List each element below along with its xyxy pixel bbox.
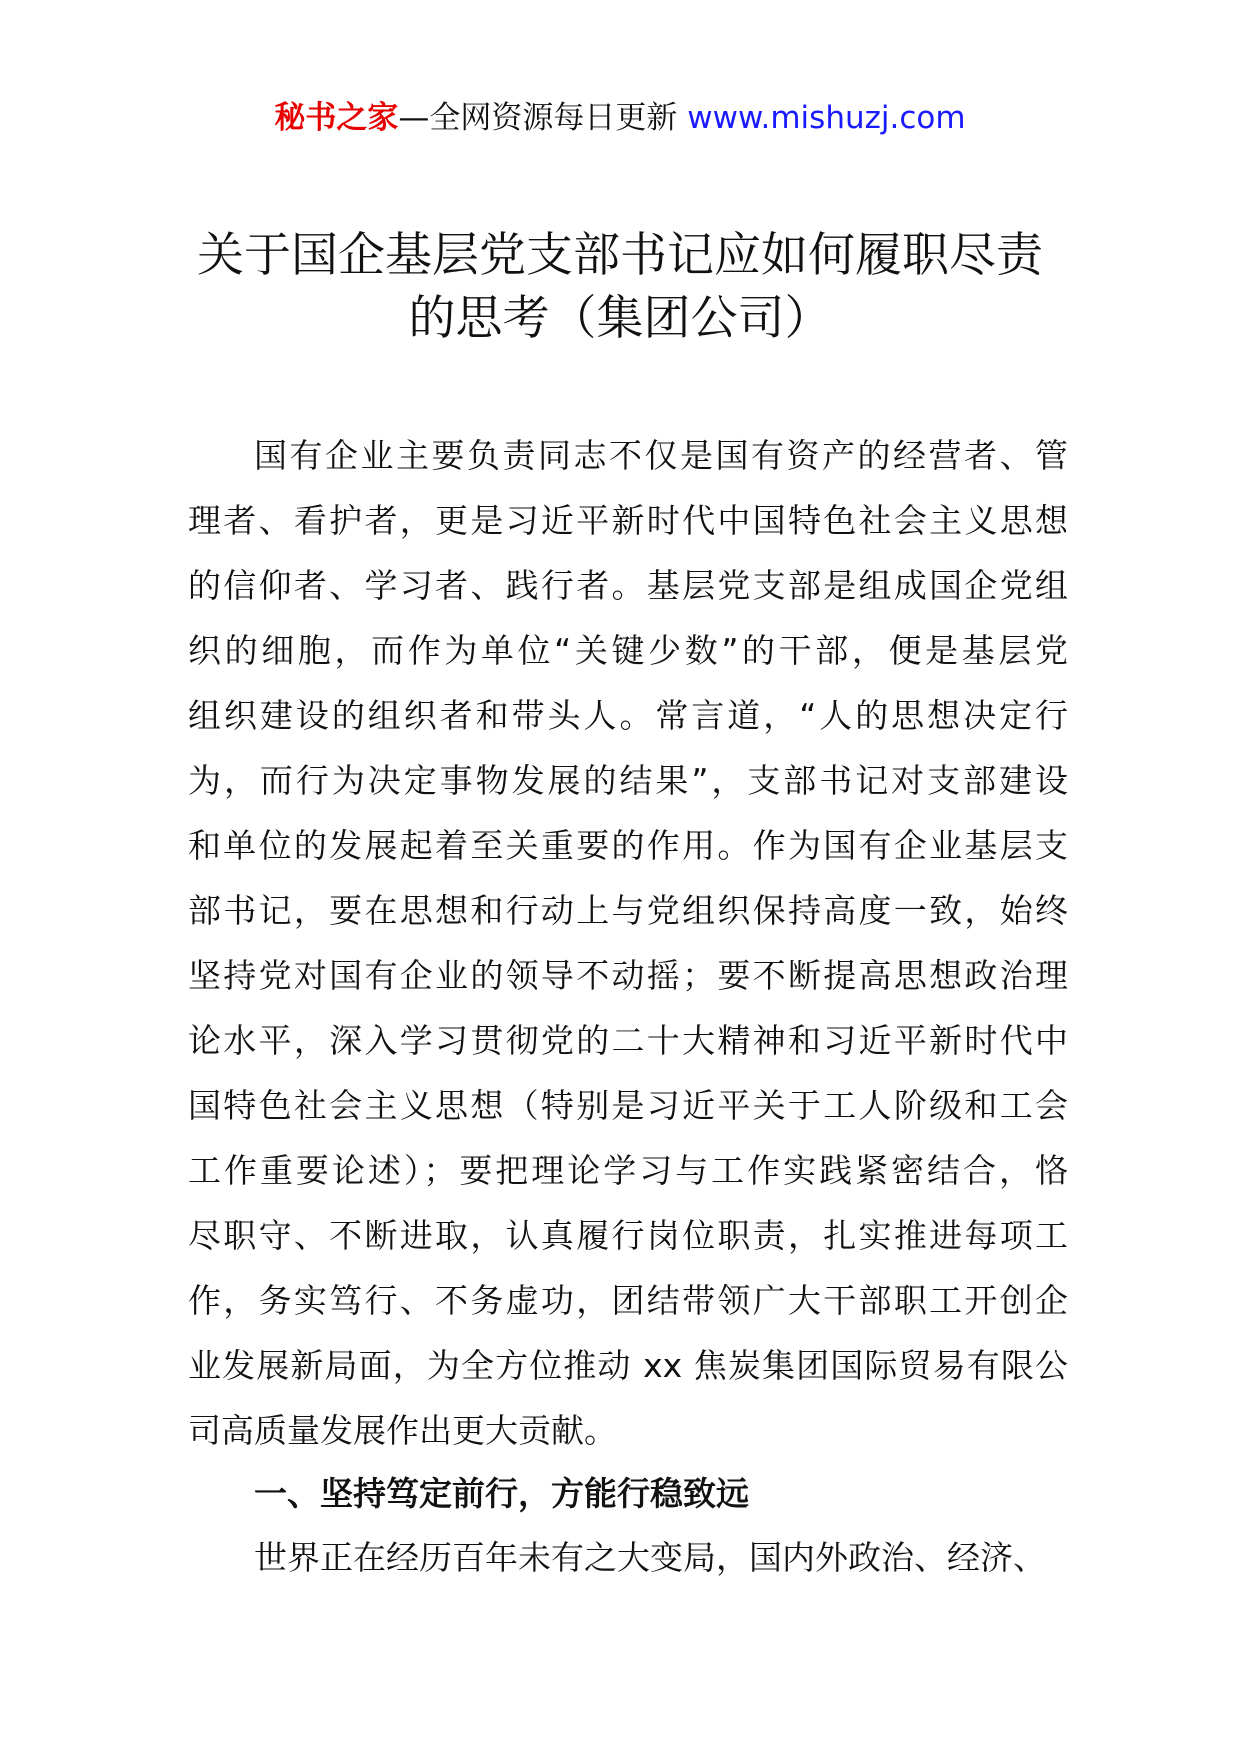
- paragraph-line: 司高质量发展作出更大贡献。: [188, 1411, 617, 1450]
- paragraph-line: 作，务实笃行、不务虚功，团结带领广大干部职工开创企: [188, 1281, 1068, 1320]
- title-line-2: 的思考（集团公司）: [408, 291, 832, 346]
- paragraph-line: 织的细胞，而作为单位“关键少数”的干部，便是基层党: [188, 631, 1068, 670]
- paragraph-line: 的信仰者、学习者、践行者。基层党支部是组成国企党组: [188, 566, 1068, 605]
- paragraph-line: 国有企业主要负责同志不仅是国有资产的经营者、管: [254, 436, 1068, 475]
- paragraph-line: 业发展新局面，为全方位推动 xx 焦炭集团国际贸易有限公: [188, 1346, 1068, 1385]
- site-url-link[interactable]: www.mishuzj.com: [687, 100, 966, 136]
- paragraph-line: 组织建设的组织者和带头人。常言道，“人的思想决定行: [188, 696, 1068, 735]
- brand-name: 秘书之家: [274, 100, 399, 136]
- paragraph-line: 坚持党对国有企业的领导不动摇；要不断提高思想政治理: [188, 956, 1068, 995]
- header-tagline: —全网资源每日更新: [398, 100, 678, 136]
- paragraph-line: 为，而行为决定事物发展的结果”，支部书记对支部建设: [188, 761, 1068, 800]
- paragraph-line: 尽职守、不断进取，认真履行岗位职责，扎实推进每项工: [188, 1216, 1068, 1255]
- document-title: [0, 224, 1240, 350]
- paragraph-line: 理者、看护者，更是习近平新时代中国特色社会主义思想: [188, 501, 1068, 540]
- paragraph-1: [188, 423, 1068, 1463]
- site-header: [0, 98, 1240, 138]
- paragraph-line: 和单位的发展起着至关重要的作用。作为国有企业基层支: [188, 826, 1068, 865]
- title-line-1: 关于国企基层党支部书记应如何履职尽责: [197, 228, 1043, 283]
- paragraph-2: 世界正在经历百年未有之大变局，国内外政治、经济、: [254, 1538, 1046, 1577]
- paragraph-line: 国特色社会主义思想（特别是习近平关于工人阶级和工会: [188, 1086, 1068, 1125]
- paragraph-line: 部书记，要在思想和行动上与党组织保持高度一致，始终: [188, 891, 1068, 930]
- paragraph-line: 工作重要论述）；要把理论学习与工作实践紧密结合，恪: [188, 1151, 1068, 1190]
- section-heading-1: 一、坚持笃定前行，方能行稳致远: [254, 1474, 749, 1513]
- paragraph-line: 论水平，深入学习贯彻党的二十大精神和习近平新时代中: [188, 1021, 1068, 1060]
